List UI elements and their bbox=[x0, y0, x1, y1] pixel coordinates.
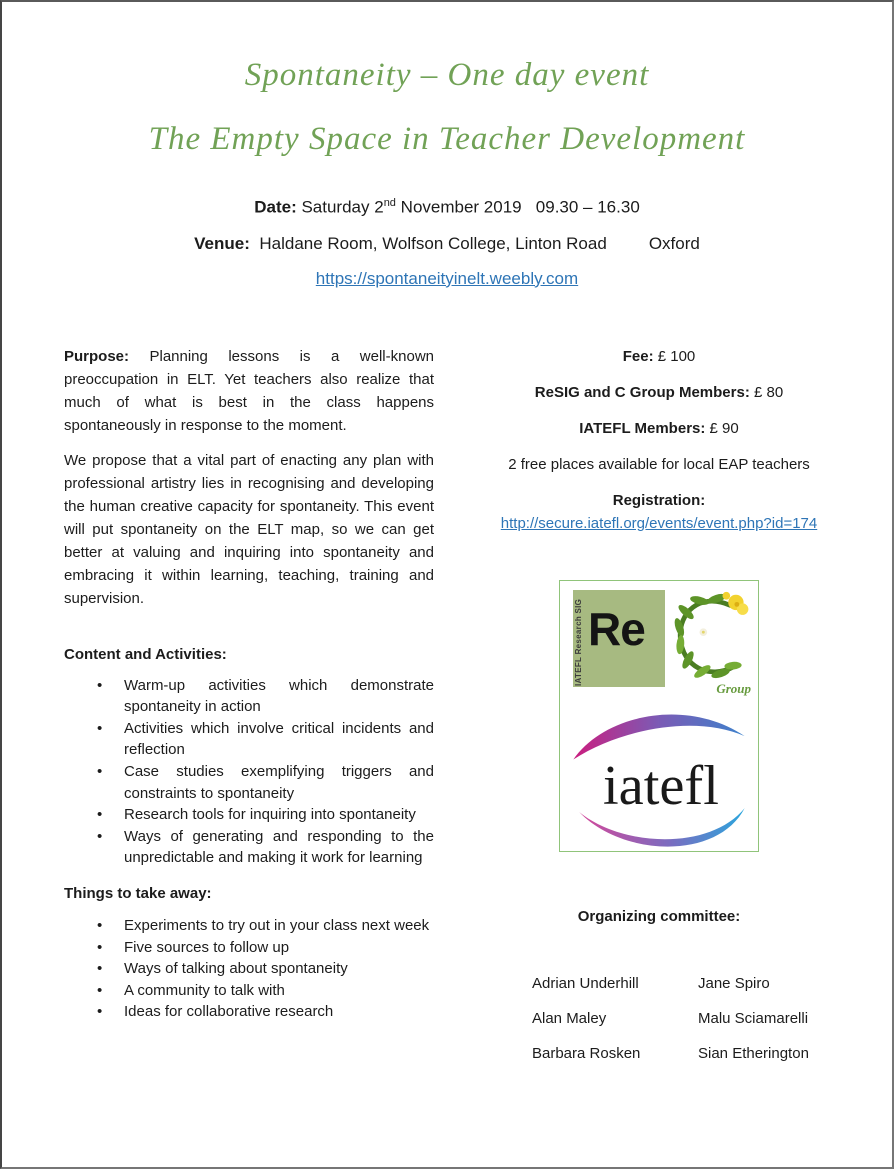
list-item: • Five sources to follow up bbox=[64, 937, 434, 959]
event-title-line1: Spontaneity – One day event bbox=[244, 57, 650, 93]
iatefl-fee-line bbox=[454, 417, 864, 440]
event-venue-line bbox=[2, 231, 892, 257]
content-columns bbox=[64, 345, 864, 1077]
iatefl-top-swoosh bbox=[573, 714, 744, 759]
committee-member: Sian Etherington bbox=[698, 1044, 809, 1062]
iatefl-fee-label: IATEFL Members: bbox=[579, 419, 706, 437]
committee-column-2 bbox=[698, 972, 864, 1077]
list-item: • Ways of generating and responding to the unpredictable and making it work for learning bbox=[64, 826, 434, 869]
resig-vertical-label: IATEFL Research SIG bbox=[574, 598, 583, 686]
committee-member: Barbara Rosken bbox=[532, 1044, 641, 1062]
resig-re-symbol: Re bbox=[588, 602, 645, 655]
committee-heading: Organizing committee: bbox=[577, 907, 741, 925]
proposal-paragraph: We propose that a vital part of enacting any plan with professional artistry lies in recognising and developing the human creative capacity for spontaneity. This event will put spontaneity on the ELT map, so we can get better at valuing and inquiring into spontaneity and embracing it within learning, teaching, training and supervision. bbox=[64, 451, 434, 607]
list-item: • Ideas for collaborative research bbox=[64, 1001, 434, 1023]
cgroup-label: Group bbox=[716, 680, 751, 696]
purpose-paragraph bbox=[64, 345, 439, 437]
resig-fee-label: ReSIG and C Group Members: bbox=[534, 383, 750, 401]
venue-city: Oxford bbox=[648, 233, 700, 253]
purpose-text: Planning lessons is a well-known preoccupation in ELT. Yet teachers also realize that much of what is best in the class happens spontaneously in response to the moment. bbox=[64, 347, 439, 434]
date-value: Saturday 2 bbox=[296, 197, 384, 217]
cgroup-logo bbox=[669, 590, 755, 697]
iatefl-logo-graphic bbox=[571, 703, 747, 849]
iatefl-fee-value: £ 90 bbox=[705, 419, 739, 437]
iatefl-wordmark: iatefl bbox=[602, 754, 719, 817]
takeaway-heading: Things to take away: bbox=[64, 885, 212, 902]
resig-cgroup-row bbox=[560, 581, 758, 697]
venue-label: Venue: bbox=[194, 233, 250, 253]
list-item: • Research tools for inquiring into spontaneity bbox=[64, 804, 434, 826]
white-flower bbox=[700, 628, 708, 636]
committee-member: Alan Maley bbox=[532, 1009, 607, 1027]
event-title-line2: The Empty Space in Teacher Development bbox=[148, 121, 746, 157]
flyer-header bbox=[2, 54, 892, 289]
list-item: • Ways of talking about spontaneity bbox=[64, 958, 434, 980]
event-date-line bbox=[2, 190, 892, 221]
fee-line bbox=[454, 345, 864, 368]
cgroup-leafy-c-graphic bbox=[669, 590, 753, 682]
purpose-label: Purpose: bbox=[64, 347, 130, 365]
registration-link[interactable]: http://secure.iatefl.org/events/event.php?id=174 bbox=[500, 514, 818, 532]
date-value-rest: November 2019 09.30 – 16.30 bbox=[395, 197, 640, 217]
committee-grid bbox=[454, 972, 864, 1077]
fee-value: £ 100 bbox=[653, 347, 696, 365]
list-item: • A community to talk with bbox=[64, 980, 434, 1002]
list-item: • Experiments to try out in your class next week bbox=[64, 915, 434, 937]
resig-logo bbox=[573, 590, 665, 687]
registration-link-line bbox=[454, 512, 864, 535]
committee-column-1 bbox=[532, 972, 698, 1077]
event-website-line bbox=[2, 269, 892, 289]
left-column bbox=[64, 345, 439, 1077]
list-item: • Activities which involve critical incidents and reflection bbox=[64, 718, 434, 761]
takeaway-list bbox=[64, 915, 434, 1023]
venue-address: Haldane Room, Wolfson College, Linton Road bbox=[249, 233, 607, 253]
right-column bbox=[454, 345, 864, 1077]
committee-member: Malu Sciamarelli bbox=[698, 1009, 809, 1027]
event-website-link[interactable]: https://spontaneityinelt.weebly.com bbox=[315, 268, 579, 288]
logos-box bbox=[559, 580, 759, 852]
resig-fee-value: £ 80 bbox=[749, 383, 784, 401]
free-places-line: 2 free places available for local EAP teachers bbox=[508, 455, 810, 473]
iatefl-logo bbox=[560, 703, 758, 854]
fee-label: Fee: bbox=[622, 347, 654, 365]
registration-label: Registration: bbox=[612, 491, 706, 509]
content-activities-list bbox=[64, 675, 434, 869]
list-item: • Warm-up activities which demonstrate spontaneity in action bbox=[64, 675, 434, 718]
date-label: Date: bbox=[254, 197, 297, 217]
list-item: • Case studies exemplifying triggers and constraints to spontaneity bbox=[64, 761, 434, 804]
date-ordinal-suffix: nd bbox=[383, 197, 396, 209]
resig-fee-line bbox=[454, 381, 864, 404]
committee-member: Adrian Underhill bbox=[532, 974, 639, 992]
committee-member: Jane Spiro bbox=[698, 974, 770, 992]
content-activities-heading: Content and Activities: bbox=[64, 645, 227, 663]
